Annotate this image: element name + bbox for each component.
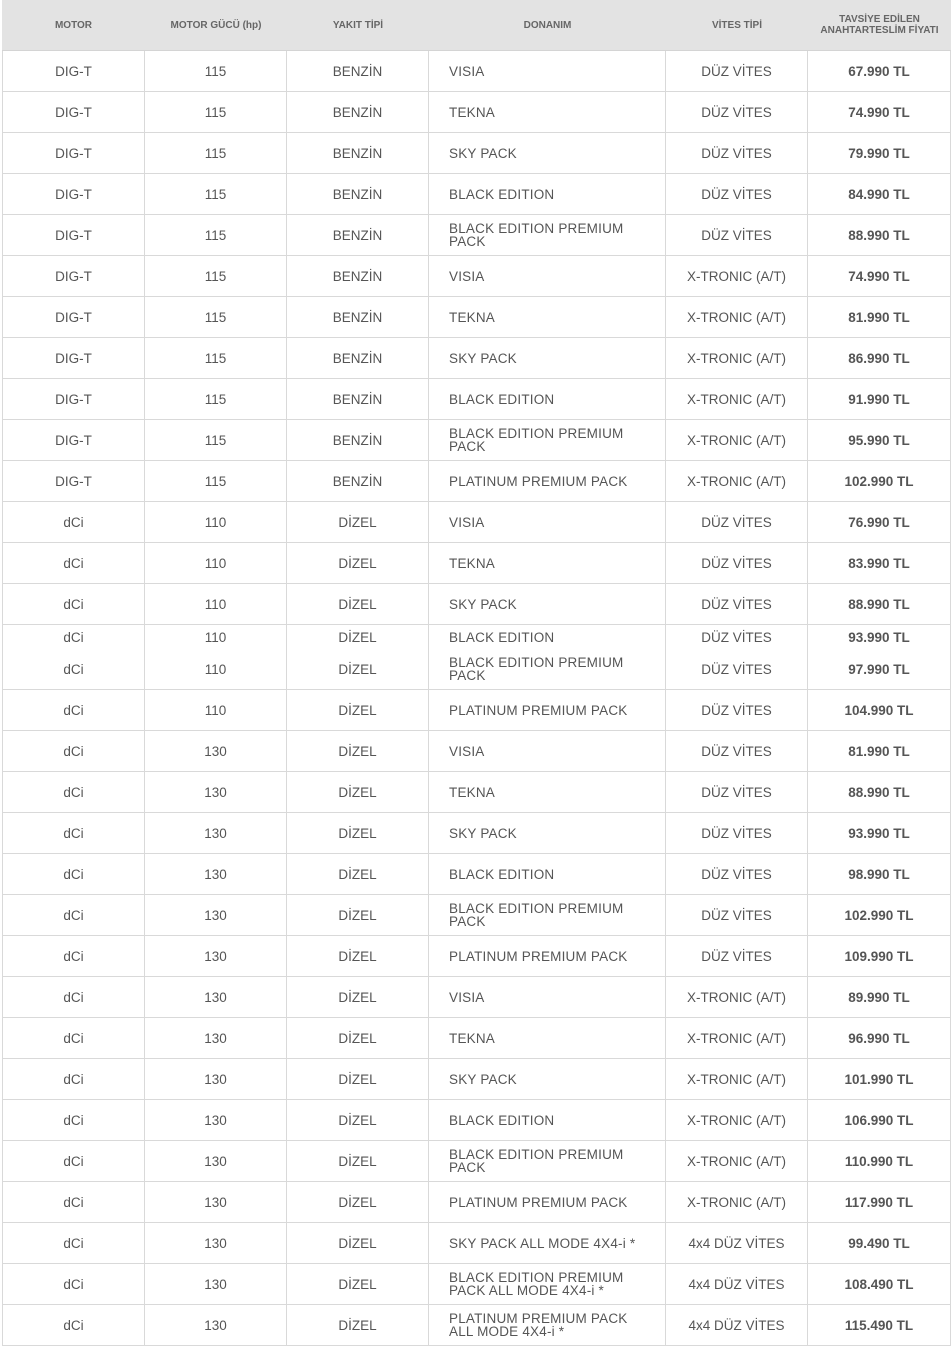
table-row	[2, 625, 951, 649]
table-row	[2, 690, 951, 731]
cell-fuel: BENZİN	[287, 379, 429, 419]
header-price: TAVSİYE EDİLEN ANAHTARTESLİM FİYATI	[820, 14, 939, 36]
cell-motor: dCi	[2, 977, 145, 1017]
table-row	[2, 379, 951, 420]
cell-power: 130	[145, 1059, 287, 1099]
cell-gearbox: X-TRONIC (A/T)	[666, 1100, 808, 1140]
cell-motor: DIG-T	[2, 92, 145, 132]
cell-motor: DIG-T	[2, 379, 145, 419]
cell-gearbox: DÜZ VİTES	[666, 625, 808, 649]
cell-power: 130	[145, 731, 287, 771]
table-row	[2, 502, 951, 543]
cell-motor: dCi	[2, 731, 145, 771]
cell-price: 88.990 TL	[808, 215, 951, 255]
cell-power: 115	[145, 420, 287, 460]
cell-price: 76.990 TL	[808, 502, 951, 542]
cell-motor: dCi	[2, 649, 145, 689]
cell-gearbox: X-TRONIC (A/T)	[666, 297, 808, 337]
cell-price: 102.990 TL	[808, 461, 951, 501]
cell-power: 130	[145, 1223, 287, 1263]
cell-trim: TEKNA	[429, 772, 666, 812]
cell-fuel: BENZİN	[287, 174, 429, 214]
cell-fuel: DİZEL	[287, 502, 429, 542]
cell-gearbox: X-TRONIC (A/T)	[666, 420, 808, 460]
table-row	[2, 584, 951, 625]
cell-trim: BLACK EDITION PREMIUM PACK	[429, 649, 666, 689]
cell-fuel: DİZEL	[287, 649, 429, 689]
cell-motor: dCi	[2, 1223, 145, 1263]
cell-fuel: BENZİN	[287, 256, 429, 296]
cell-motor: dCi	[2, 772, 145, 812]
cell-power: 110	[145, 502, 287, 542]
cell-fuel: BENZİN	[287, 420, 429, 460]
cell-fuel: DİZEL	[287, 1141, 429, 1181]
table-row	[2, 1100, 951, 1141]
cell-motor: DIG-T	[2, 174, 145, 214]
cell-fuel: DİZEL	[287, 1223, 429, 1263]
cell-motor: dCi	[2, 1182, 145, 1222]
cell-motor: dCi	[2, 625, 145, 649]
cell-fuel: DİZEL	[287, 1059, 429, 1099]
table-row	[2, 174, 951, 215]
cell-motor: dCi	[2, 936, 145, 976]
header-fuel-type: YAKIT TİPİ	[332, 19, 384, 31]
cell-motor: DIG-T	[2, 51, 145, 91]
cell-gearbox: DÜZ VİTES	[666, 174, 808, 214]
cell-power: 130	[145, 895, 287, 935]
table-row	[2, 772, 951, 813]
cell-motor: DIG-T	[2, 461, 145, 501]
cell-power: 115	[145, 133, 287, 173]
cell-trim: BLACK EDITION	[429, 379, 666, 419]
cell-power: 130	[145, 772, 287, 812]
cell-power: 130	[145, 936, 287, 976]
cell-fuel: DİZEL	[287, 813, 429, 853]
table-row	[2, 895, 951, 936]
cell-motor: dCi	[2, 1305, 145, 1345]
cell-fuel: DİZEL	[287, 1264, 429, 1304]
cell-price: 74.990 TL	[808, 92, 951, 132]
cell-gearbox: X-TRONIC (A/T)	[666, 256, 808, 296]
header-motor-power: MOTOR GÜCÜ (hp)	[170, 19, 262, 31]
cell-fuel: DİZEL	[287, 1305, 429, 1345]
cell-power: 115	[145, 297, 287, 337]
cell-gearbox: DÜZ VİTES	[666, 133, 808, 173]
table-row	[2, 1305, 951, 1346]
cell-trim: PLATINUM PREMIUM PACK	[429, 1182, 666, 1222]
cell-power: 130	[145, 1182, 287, 1222]
cell-motor: dCi	[2, 690, 145, 730]
cell-trim: VISIA	[429, 256, 666, 296]
cell-price: 96.990 TL	[808, 1018, 951, 1058]
cell-motor: dCi	[2, 543, 145, 583]
cell-trim: BLACK EDITION PREMIUM PACK	[429, 215, 666, 255]
cell-fuel: DİZEL	[287, 895, 429, 935]
header-trim: DONANIM	[523, 19, 572, 31]
cell-power: 110	[145, 584, 287, 624]
cell-price: 101.990 TL	[808, 1059, 951, 1099]
price-table	[2, 0, 951, 1346]
cell-fuel: DİZEL	[287, 625, 429, 649]
cell-fuel: DİZEL	[287, 977, 429, 1017]
cell-price: 104.990 TL	[808, 690, 951, 730]
cell-price: 108.490 TL	[808, 1264, 951, 1304]
cell-price: 88.990 TL	[808, 584, 951, 624]
cell-gearbox: DÜZ VİTES	[666, 731, 808, 771]
cell-gearbox: 4x4 DÜZ VİTES	[666, 1223, 808, 1263]
cell-power: 115	[145, 174, 287, 214]
table-row	[2, 133, 951, 174]
cell-fuel: DİZEL	[287, 543, 429, 583]
cell-fuel: BENZİN	[287, 338, 429, 378]
cell-price: 81.990 TL	[808, 731, 951, 771]
cell-price: 106.990 TL	[808, 1100, 951, 1140]
table-row	[2, 731, 951, 772]
table-row	[2, 92, 951, 133]
cell-trim: SKY PACK	[429, 1059, 666, 1099]
cell-fuel: DİZEL	[287, 584, 429, 624]
cell-price: 83.990 TL	[808, 543, 951, 583]
cell-gearbox: X-TRONIC (A/T)	[666, 379, 808, 419]
cell-trim: BLACK EDITION	[429, 625, 666, 649]
cell-trim: PLATINUM PREMIUM PACK ALL MODE 4X4-i *	[429, 1305, 666, 1345]
cell-motor: DIG-T	[2, 215, 145, 255]
cell-gearbox: X-TRONIC (A/T)	[666, 338, 808, 378]
cell-power: 115	[145, 92, 287, 132]
cell-price: 79.990 TL	[808, 133, 951, 173]
cell-gearbox: DÜZ VİTES	[666, 895, 808, 935]
cell-power: 110	[145, 649, 287, 689]
cell-price: 74.990 TL	[808, 256, 951, 296]
cell-power: 115	[145, 338, 287, 378]
table-row	[2, 338, 951, 379]
cell-price: 89.990 TL	[808, 977, 951, 1017]
table-row	[2, 977, 951, 1018]
cell-trim: TEKNA	[429, 92, 666, 132]
cell-fuel: BENZİN	[287, 51, 429, 91]
cell-motor: dCi	[2, 813, 145, 853]
cell-motor: dCi	[2, 1059, 145, 1099]
table-row	[2, 813, 951, 854]
cell-motor: DIG-T	[2, 420, 145, 460]
cell-fuel: DİZEL	[287, 1018, 429, 1058]
cell-power: 130	[145, 977, 287, 1017]
cell-fuel: DİZEL	[287, 690, 429, 730]
cell-motor: dCi	[2, 895, 145, 935]
table-row	[2, 543, 951, 584]
cell-trim: BLACK EDITION	[429, 174, 666, 214]
cell-power: 115	[145, 379, 287, 419]
cell-price: 84.990 TL	[808, 174, 951, 214]
cell-trim: PLATINUM PREMIUM PACK	[429, 461, 666, 501]
cell-gearbox: X-TRONIC (A/T)	[666, 977, 808, 1017]
cell-gearbox: DÜZ VİTES	[666, 502, 808, 542]
cell-trim: BLACK EDITION	[429, 1100, 666, 1140]
table-row	[2, 1223, 951, 1264]
cell-fuel: DİZEL	[287, 731, 429, 771]
cell-trim: BLACK EDITION	[429, 854, 666, 894]
cell-trim: VISIA	[429, 502, 666, 542]
cell-price: 97.990 TL	[808, 649, 951, 689]
table-row	[2, 1141, 951, 1182]
cell-motor: dCi	[2, 1141, 145, 1181]
cell-motor: dCi	[2, 1264, 145, 1304]
header-motor: MOTOR	[54, 19, 93, 31]
cell-gearbox: DÜZ VİTES	[666, 92, 808, 132]
table-row	[2, 1059, 951, 1100]
cell-power: 130	[145, 813, 287, 853]
cell-power: 130	[145, 1141, 287, 1181]
table-row	[2, 51, 951, 92]
table-header	[2, 0, 951, 51]
cell-price: 93.990 TL	[808, 625, 951, 649]
cell-trim: BLACK EDITION PREMIUM PACK ALL MODE 4X4-i *	[429, 1264, 666, 1304]
cell-motor: DIG-T	[2, 338, 145, 378]
cell-gearbox: X-TRONIC (A/T)	[666, 1182, 808, 1222]
cell-trim: SKY PACK	[429, 813, 666, 853]
cell-fuel: DİZEL	[287, 772, 429, 812]
table-body	[2, 51, 951, 1346]
cell-trim: SKY PACK	[429, 584, 666, 624]
cell-trim: TEKNA	[429, 543, 666, 583]
cell-trim: TEKNA	[429, 1018, 666, 1058]
cell-gearbox: 4x4 DÜZ VİTES	[666, 1305, 808, 1345]
header-gearbox: VİTES TİPİ	[711, 19, 762, 31]
cell-trim: VISIA	[429, 51, 666, 91]
cell-price: 115.490 TL	[808, 1305, 951, 1345]
cell-power: 110	[145, 543, 287, 583]
cell-gearbox: DÜZ VİTES	[666, 649, 808, 689]
cell-price: 102.990 TL	[808, 895, 951, 935]
cell-price: 81.990 TL	[808, 297, 951, 337]
cell-trim: BLACK EDITION PREMIUM PACK	[429, 895, 666, 935]
cell-price: 110.990 TL	[808, 1141, 951, 1181]
cell-price: 99.490 TL	[808, 1223, 951, 1263]
table-row	[2, 649, 951, 690]
cell-gearbox: X-TRONIC (A/T)	[666, 461, 808, 501]
cell-trim: BLACK EDITION PREMIUM PACK	[429, 1141, 666, 1181]
cell-gearbox: DÜZ VİTES	[666, 584, 808, 624]
cell-power: 130	[145, 1305, 287, 1345]
cell-motor: dCi	[2, 854, 145, 894]
cell-trim: BLACK EDITION PREMIUM PACK	[429, 420, 666, 460]
cell-motor: dCi	[2, 502, 145, 542]
cell-gearbox: DÜZ VİTES	[666, 51, 808, 91]
table-row	[2, 936, 951, 977]
table-row	[2, 420, 951, 461]
cell-fuel: DİZEL	[287, 854, 429, 894]
cell-fuel: BENZİN	[287, 133, 429, 173]
cell-power: 110	[145, 625, 287, 649]
cell-gearbox: DÜZ VİTES	[666, 813, 808, 853]
cell-power: 115	[145, 256, 287, 296]
table-row	[2, 1264, 951, 1305]
cell-gearbox: 4x4 DÜZ VİTES	[666, 1264, 808, 1304]
cell-power: 115	[145, 215, 287, 255]
cell-fuel: BENZİN	[287, 461, 429, 501]
cell-trim: TEKNA	[429, 297, 666, 337]
table-row	[2, 256, 951, 297]
cell-gearbox: X-TRONIC (A/T)	[666, 1141, 808, 1181]
cell-gearbox: DÜZ VİTES	[666, 215, 808, 255]
cell-gearbox: DÜZ VİTES	[666, 854, 808, 894]
cell-price: 67.990 TL	[808, 51, 951, 91]
cell-trim: SKY PACK	[429, 133, 666, 173]
table-row	[2, 215, 951, 256]
cell-motor: DIG-T	[2, 256, 145, 296]
cell-gearbox: DÜZ VİTES	[666, 936, 808, 976]
cell-fuel: DİZEL	[287, 936, 429, 976]
cell-trim: SKY PACK ALL MODE 4X4-i *	[429, 1223, 666, 1263]
cell-power: 130	[145, 854, 287, 894]
cell-gearbox: X-TRONIC (A/T)	[666, 1059, 808, 1099]
cell-power: 115	[145, 461, 287, 501]
cell-motor: dCi	[2, 1100, 145, 1140]
cell-motor: DIG-T	[2, 297, 145, 337]
cell-motor: DIG-T	[2, 133, 145, 173]
cell-fuel: BENZİN	[287, 297, 429, 337]
cell-price: 98.990 TL	[808, 854, 951, 894]
cell-gearbox: DÜZ VİTES	[666, 772, 808, 812]
cell-motor: dCi	[2, 1018, 145, 1058]
cell-trim: SKY PACK	[429, 338, 666, 378]
cell-fuel: BENZİN	[287, 215, 429, 255]
cell-power: 110	[145, 690, 287, 730]
cell-price: 91.990 TL	[808, 379, 951, 419]
cell-price: 93.990 TL	[808, 813, 951, 853]
cell-gearbox: DÜZ VİTES	[666, 690, 808, 730]
table-row	[2, 461, 951, 502]
cell-price: 86.990 TL	[808, 338, 951, 378]
cell-trim: PLATINUM PREMIUM PACK	[429, 690, 666, 730]
table-row	[2, 1182, 951, 1223]
cell-fuel: DİZEL	[287, 1182, 429, 1222]
cell-fuel: BENZİN	[287, 92, 429, 132]
cell-trim: PLATINUM PREMIUM PACK	[429, 936, 666, 976]
cell-power: 130	[145, 1018, 287, 1058]
cell-trim: VISIA	[429, 977, 666, 1017]
cell-power: 130	[145, 1264, 287, 1304]
cell-fuel: DİZEL	[287, 1100, 429, 1140]
cell-power: 115	[145, 51, 287, 91]
cell-price: 88.990 TL	[808, 772, 951, 812]
cell-price: 109.990 TL	[808, 936, 951, 976]
table-row	[2, 854, 951, 895]
cell-price: 95.990 TL	[808, 420, 951, 460]
cell-price: 117.990 TL	[808, 1182, 951, 1222]
cell-power: 130	[145, 1100, 287, 1140]
cell-trim: VISIA	[429, 731, 666, 771]
table-row	[2, 1018, 951, 1059]
table-row	[2, 297, 951, 338]
cell-motor: dCi	[2, 584, 145, 624]
cell-gearbox: X-TRONIC (A/T)	[666, 1018, 808, 1058]
cell-gearbox: DÜZ VİTES	[666, 543, 808, 583]
